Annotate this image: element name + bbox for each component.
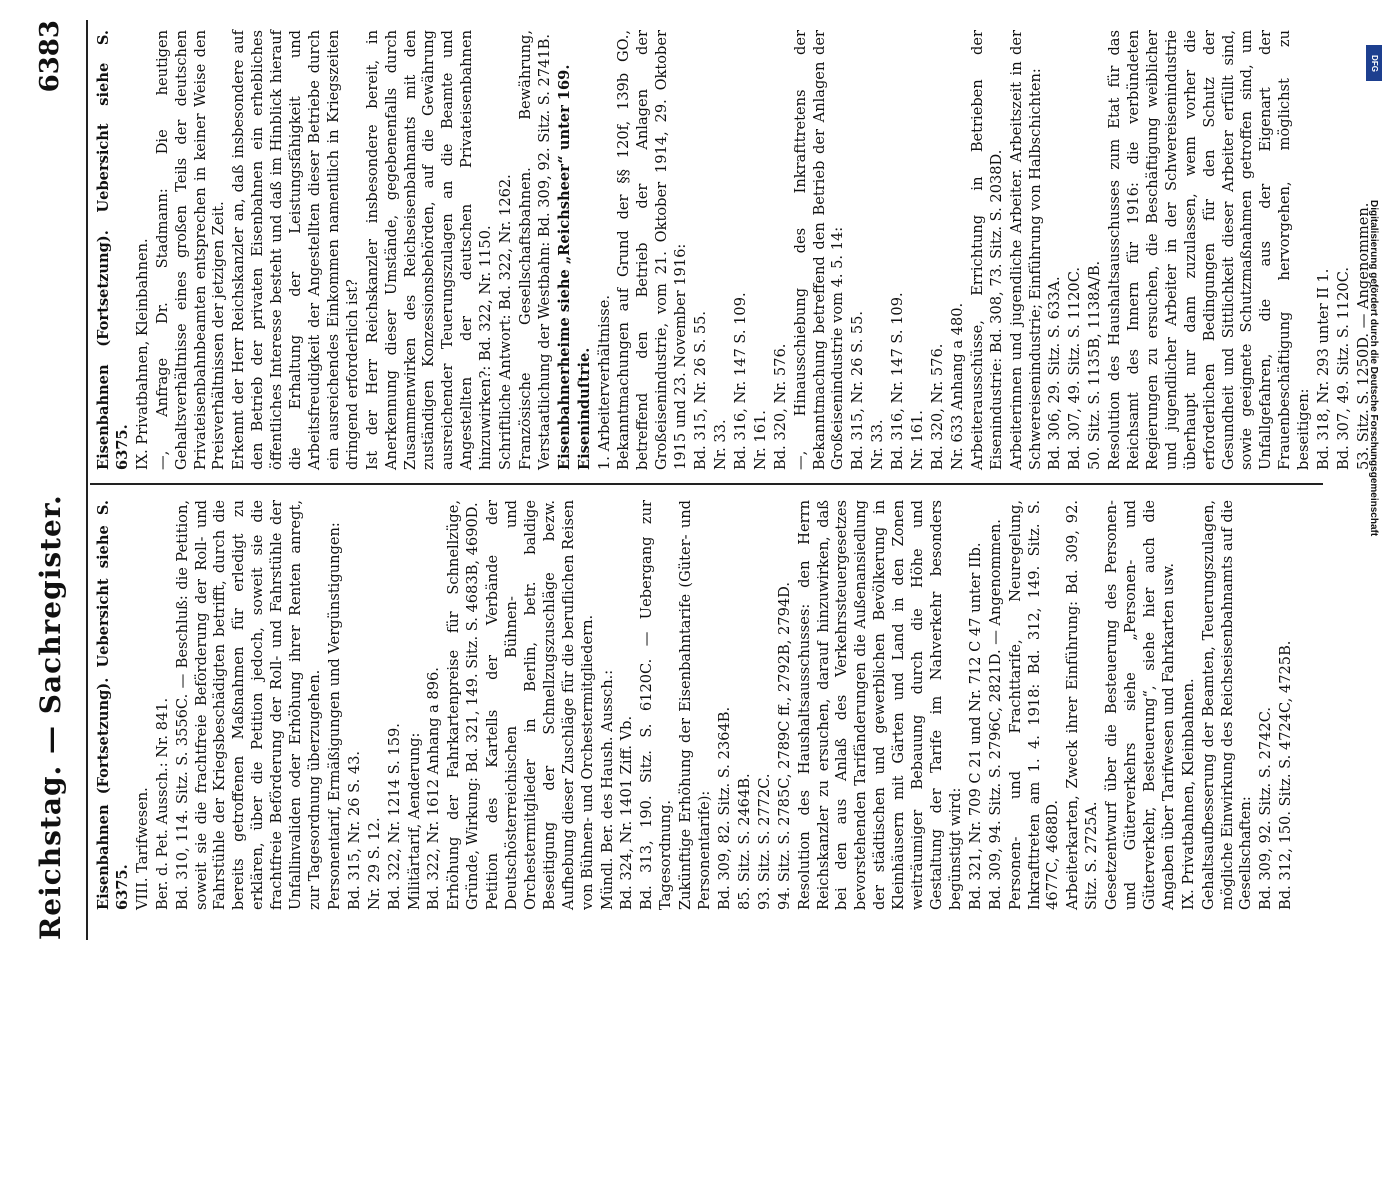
index-entry: Erhöhung der Fahrkartenpreise für Schnellzüge, Gründe, Wirkung: Bd. 321, 149. Sitz. S. 4683B, 4690D.: [445, 495, 482, 910]
index-entry: Bd. 320, Nr. 576.: [771, 343, 789, 470]
index-entry: Eiseninduſtrie.: [575, 347, 593, 470]
index-entry: Bd. 316, Nr. 147 S. 109.: [731, 292, 749, 470]
column-divider: [90, 483, 1323, 485]
index-entry: Eisenbahnen (Fortsetzung). Uebersicht siehe S. 6375.: [95, 24, 131, 470]
index-entry: 50. Sitz. S. 1135B, 1138A/B.: [1086, 260, 1104, 470]
index-entry: Bd. 309, 82. Sitz. S. 2364B.: [716, 706, 733, 910]
index-entry: 1. Arbeiterverhältnisse.: [595, 294, 613, 470]
index-entry: Bd. 307, 49. Sitz. S. 1120C.: [1066, 266, 1084, 470]
index-entry: —, Anfrage Dr. Stadmann: Die heutigen Gehaltsverhältnisse eines großen Teils der deutschen Privateisenbahnbeamten entsprechen in keiner Weise den Preisverhältnissen der jetzigen Zeit.: [153, 25, 228, 470]
index-entry: Bd. 313, 190. Sitz. S. 6120C. — Uebergang zur Tagesordnung.: [638, 495, 675, 910]
index-entry: Resolution des Haushaltsausschusses zum Etat für das Reichsamt des Innern für 1916: die verbündeten Regierungen zu ersuchen, die Beschäftigung weiblicher und jugendlicher Arbeiter in der Schwereisenindustrie überhaupt nur dann zuzulassen, wenn vorher die erforderlichen Bedingungen für den Schutz der Gesundheit und Sittlichkeit dieser Arbeiter erfüllt sind, sowie geeignete Schutzmaßnahmen getroffen sind, um Unfallgefahren, die aus der Eigenart der Frauenbeschäftigung hervorgehen, möglichst zu beseitigen:: [1106, 25, 1313, 470]
index-entry: Bd. 315, Nr. 26 S. 43.: [345, 750, 363, 910]
index-entry: Bd. 306, 29. Sitz. S. 633A.: [1046, 276, 1064, 470]
index-entry: Bd. 309, 92. Sitz. S. 2742C.: [1257, 706, 1275, 910]
index-entry: 93. Sitz. S. 2772C.: [755, 773, 773, 910]
index-entry: Bd. 318, Nr. 293 unter II 1.: [1315, 268, 1333, 470]
page-number: 6383: [35, 20, 65, 93]
index-entry: Bd. 315, Nr. 26 S. 55.: [849, 310, 867, 470]
index-entry: IX. Privatbahnen, Kleinbahnen.: [1179, 678, 1197, 910]
index-entry: Französische Gesellschaftsbahnen. Bewährung, Verstaatlichung der Westbahn: Bd. 309, 92. Sitz. S. 2741B.: [516, 25, 553, 470]
index-entry: Personentarif, Ermäßigungen und Vergünstigungen:: [325, 522, 343, 910]
index-entry: Zukünftige Erhöhung der Eisenbahntarife (Güter- und Personentarife):: [677, 495, 714, 910]
index-entry: Ber. d. Pet. Aussch.: Nr. 841.: [153, 697, 171, 910]
index-entry: Resolution des Haushaltsausschusses: den Herrn Reichskanzler zu ersuchen, darauf hinzuwirken, daß bei den aus Anlaß des Verkehrssteuergesetzes bevorstehenden Tarifänderungen die Außenansiedlung der städtischen und gewerblichen Bevölkerung in Kleinhäusern mit Gärten und Land in den Zonen weiträumiger Bebauung durch die Höhe und Gestaltung der Tarife im Nahverkehr besonders begünstigt wird:: [795, 495, 964, 910]
index-entry: Nr. 161.: [751, 410, 769, 470]
index-entry: Nr. 33.: [712, 419, 729, 470]
index-entry: Erkennt der Herr Reichskanzler an, daß insbesondere auf den Betrieb der privaten Eisenbahnen ein erhebliches öffentliches Interesse besteht und daß im Hinblick hierauf die Erhaltung der Leistungsfähigkeit und Arbeitsfreudigkeit der Angestellten dieser Betriebe durch ein ausreichendes Einkommen namentlich in Kriegszeiten dringend erforderlich ist?: [230, 25, 361, 470]
index-entry: Gesetzentwurf über die Besteuerung des Personen- und Güterverkehrs siehe „Personen- und Güterverkehr, Besteuerung“, siehe hier auch die Angaben über Tarifwesen und Fahrkarten usw.: [1103, 495, 1177, 910]
index-entry: Nr. 633 Anhang a 480.: [948, 302, 966, 470]
index-entry: Bd. 322, Nr. 1214 S. 159.: [385, 723, 403, 910]
index-entry: 94. Sitz. S. 2785C, 2789C ff., 2792B, 2794D.: [775, 582, 793, 910]
index-entry: Bekanntmachungen auf Grund der §§ 120f, 139b GO., betreffend den Betrieb der Anlagen der Großeisenindustrie, vom 21. Oktober 1914, 29. Oktober 1915 und 23. November 1916:: [615, 25, 690, 470]
right-column: [95, 24, 1372, 470]
index-entry: Bd. 315, Nr. 26 S. 55.: [692, 310, 710, 470]
index-entry: —, Hinausschiebung des Inkrafttretens der Bekanntmachung betreffend den Betrieb der Anlagen der Großeisenindustrie vom 4. 5. 14:: [791, 25, 847, 470]
index-entry: Bd. 324, Nr. 1401 Ziff. Vb.: [618, 715, 636, 910]
index-entry: Nr. 161.: [909, 410, 927, 470]
digitization-note-text: Digitalisierung gefördert durch die Deutsche Forschungsgemeinschaft: [1368, 200, 1379, 537]
index-entry: Bd. 321, Nr. 709 C 21 und Nr. 712 C 47 unter IIb.: [966, 542, 984, 910]
running-title: Reichstag. — Sachregister.: [33, 494, 67, 940]
index-entry: IX. Privatbahnen, Kleinbahnen.: [133, 238, 151, 470]
index-entry: 85. Sitz. S. 2464B.: [735, 773, 753, 910]
index-entry: Nr. 33.: [869, 419, 887, 470]
index-entry: Ist der Herr Reichskanzler insbesondere bereit, in Anerkennung dieser Umstände, gegebenenfalls durch Zusammenwirken des Reichseisenbahnamts mit den zuständigen Konzessionsbehörden, auf die Gewährung ausreichender Teuerungszulagen an die Beamte und Angestellten der deutschen Privateisenbahnen hinzuwirken?: Bd. 322, Nr. 1150.: [363, 25, 495, 470]
digitization-note: [1363, 200, 1381, 1200]
header-rule: [86, 20, 88, 940]
page-header: [20, 20, 80, 940]
index-entry: Mündl. Ber. des Haush. Aussch.:: [598, 669, 616, 910]
index-entry: VIII. Tarifwesen.: [133, 787, 151, 910]
index-entry: 53. Sitz. S. 1250D. — Angenommen.: [1354, 202, 1372, 470]
index-entry: Schriftliche Antwort: Bd. 322, Nr. 1262.: [497, 174, 515, 470]
index-entry: Petition des Kartells der Verbände der Deutschösterreichischen Bühnen- und Orchestermitglieder in Berlin, betr. baldige Beseitigung der Schnellzugszuschläge bezw. Aufhebung dieser Zuschläge für die beruflichen Reisen von Bühnen- und Orchestermitgliedern.: [484, 495, 596, 910]
index-entry: Bd. 307, 49. Sitz. S. 1120C.: [1335, 266, 1352, 470]
index-entry: Gehaltsaufbesserung der Beamten, Teuerungszulagen, mögliche Einwirkung des Reichseisenbahnamts auf die Gesellschaften:: [1199, 495, 1255, 910]
index-entry: Bd. 312, 150. Sitz. S. 4724C, 4725B.: [1277, 640, 1295, 910]
index-entry: Arbeiterkarten, Zweck ihrer Einführung: Bd. 309, 92. Sitz. S. 2725A.: [1064, 495, 1101, 910]
index-entry: Eisenbahnerheime siehe „Reichsheer“ unter 169.: [555, 64, 573, 470]
index-entry: Arbeiterinnen und jugendliche Arbeiter. Arbeitszeit in der Schwereisenindustrie; Einführung von Halbschichten:: [1007, 25, 1044, 470]
index-entry: Bd. 316, Nr. 147 S. 109.: [889, 292, 907, 470]
index-entry: Nr. 29 S. 12.: [365, 817, 383, 910]
index-entry: Bd. 320, Nr. 576.: [928, 343, 946, 470]
index-entry: Bd. 322, Nr. 1612 Anhang a 896.: [425, 667, 443, 910]
index-entry: Eisenbahnen (Fortsetzung). Uebersicht siehe S. 6375.: [95, 494, 131, 910]
index-entry: Bd. 309, 94. Sitz. S. 2796C, 2821D. — Angenommen.: [986, 519, 1004, 910]
index-entry: Militärtarif, Aenderung:: [405, 732, 423, 910]
dfg-logo-text: DFG: [1369, 54, 1379, 72]
dfg-logo: [1366, 45, 1382, 81]
index-entry: Arbeiterausschüsse, Errichtung in Betrieben der Eisenindustrie: Bd. 308, 73. Sitz. S. 2038D.: [968, 25, 1005, 470]
index-entry: Bd. 310, 114. Sitz. S. 3556C. — Beschluß: die Petition, soweit sie die frachtfreie Beförderung der Roll- und Fahrstühle der Kriegsbeschädigten betrifft, durch die bereits getroffenen Maßnahmen für erledigt zu erklären, über die Petition jedoch, soweit sie die frachtfreie Beförderung der Roll- und Fahrstühle der Unfallinvaliden oder Erhöhung ihrer Renten anregt, zur Tagesordnung überzugehen.: [173, 495, 323, 910]
left-column: [95, 494, 1323, 910]
index-entry: Personen- und Frachttarife, Neuregelung, Inkrafttreten am 1. 4. 1918: Bd. 312, 149. Sitz. S. 4677C, 4688D.: [1006, 495, 1062, 910]
